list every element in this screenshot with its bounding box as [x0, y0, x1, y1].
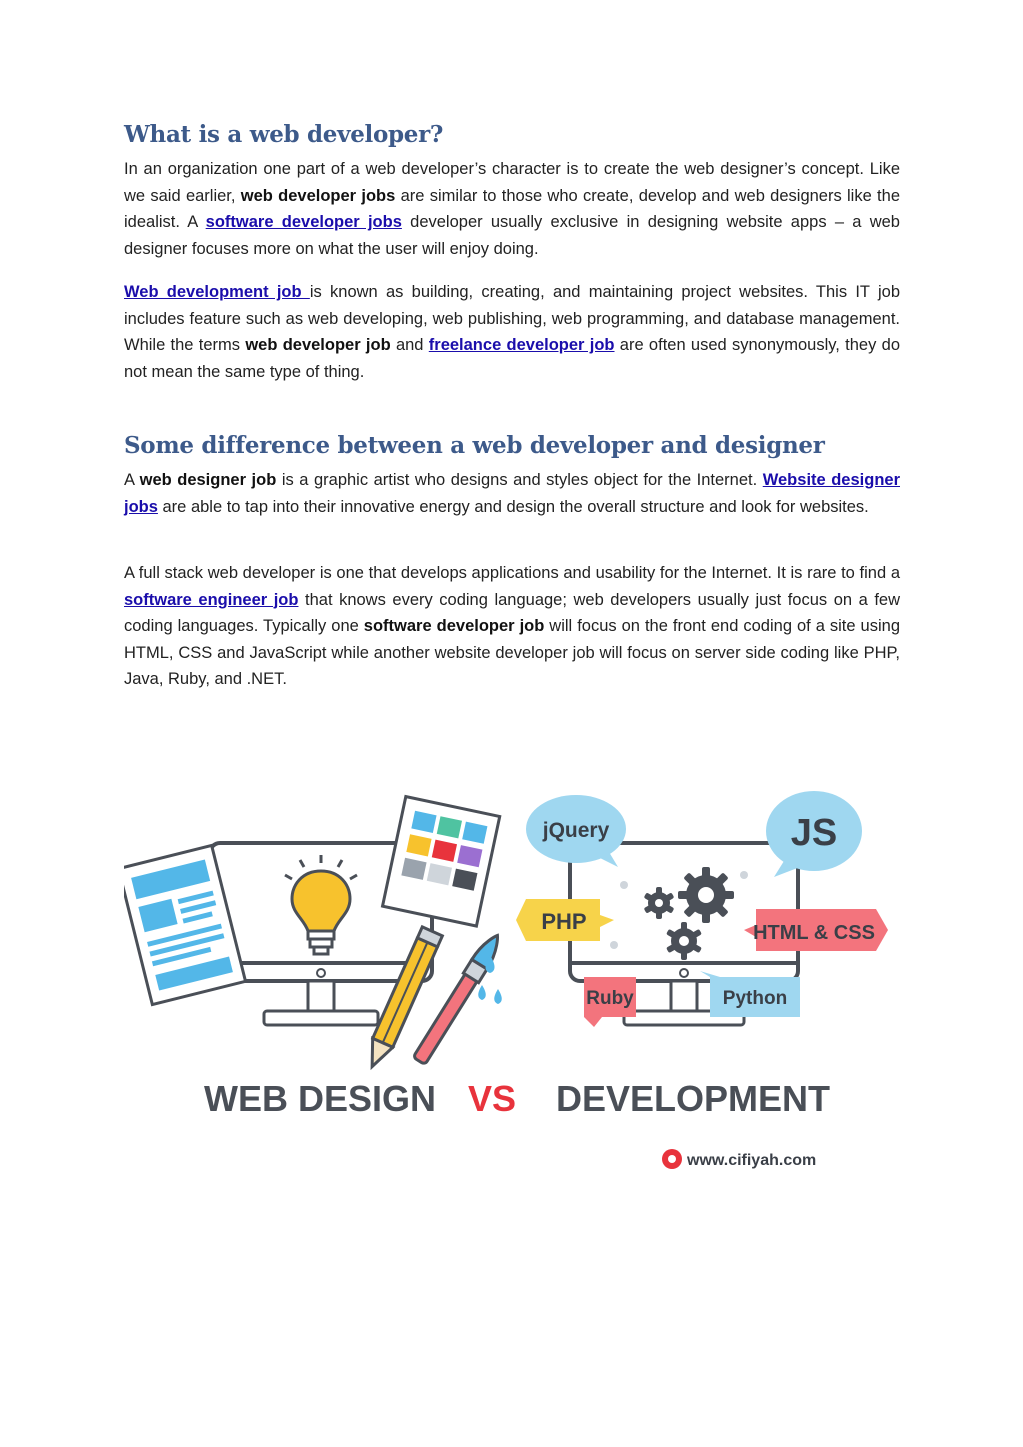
link-web-development-job[interactable]: Web development job: [124, 283, 310, 301]
text-run: developer usually exclusive in designing website apps – a web designer focuses more on what the user will enjoy doing.: [124, 213, 900, 258]
bold-term: software developer job: [363, 617, 545, 635]
bubble-jquery: [526, 795, 626, 867]
section-heading-what-is: What is a web developer?: [124, 121, 444, 148]
text-run: A full stack web developer is one that develops applications and usability for the Internet. It is rare to find a: [124, 564, 900, 582]
text-run: is a graphic artist who designs and styles object for the Internet.: [276, 471, 763, 489]
illustration-svg: [124, 775, 900, 1185]
text-run: are similar to those who create, develop and web designers like the idealist. A: [124, 186, 900, 231]
text-run: will focus on the front end coding of a site using HTML, CSS and JavaScript while another website developer job will focus on server side coding like PHP, Java, Ruby, and .NET.: [124, 617, 900, 688]
text-run: and: [390, 336, 429, 354]
python-label: Python: [722, 988, 788, 1009]
bold-term: web developer job: [245, 336, 391, 354]
js-label: JS: [790, 812, 838, 854]
paragraph-web-designer-job: [124, 467, 900, 520]
article-body: [124, 120, 900, 693]
section-heading-difference: Some difference between a web developer and designer: [124, 432, 825, 459]
text-run: A: [124, 471, 140, 489]
text-run: are able to tap into their innovative energy and design the overall structure and look for websites.: [157, 497, 869, 516]
ruby-label: Ruby: [586, 988, 634, 1009]
paragraph-full-stack: [124, 560, 900, 693]
text-run: that knows every coding language; web developers usually just focus on a few coding languages. Typically one: [124, 590, 900, 635]
title-vs: VS: [468, 1078, 517, 1119]
paragraph-intro: [124, 156, 900, 262]
html-css-label: HTML & CSS: [753, 922, 875, 944]
bubble-html-css: [744, 909, 888, 951]
link-website-designer-jobs[interactable]: Website designer jobs: [124, 471, 900, 516]
link-software-developer-jobs[interactable]: software developer jobs: [205, 213, 402, 231]
title-development: DEVELOPMENT: [556, 1078, 831, 1119]
bubble-python: [700, 971, 800, 1017]
bubble-php: [516, 899, 614, 941]
paragraph-web-development-job: [124, 279, 900, 385]
watermark-url: www.cifiyah.com: [687, 1152, 817, 1169]
title-web-design: WEB DESIGN: [204, 1078, 437, 1119]
link-freelance-developer-job[interactable]: freelance developer job: [428, 336, 615, 354]
text-run: is known as building, creating, and maintaining project websites. This IT job includes feature such as web developing, web publishing, web programming, and database management. While the terms: [124, 283, 900, 354]
text-run: In an organization one part of a web developer’s character is to create the web designer’s concept. Like we said earlier,: [124, 160, 900, 205]
color-palette-icon: [383, 797, 500, 927]
web-design-vs-development-illustration: [124, 775, 900, 1185]
bold-term: web developer jobs: [240, 186, 396, 205]
bold-term: web designer job: [139, 471, 277, 489]
watermark: [662, 1149, 816, 1169]
jquery-label: jQuery: [542, 819, 610, 842]
text-run: are often used synonymously, they do not mean the same type of thing.: [124, 336, 901, 381]
link-software-engineer-job[interactable]: software engineer job: [124, 590, 299, 609]
php-label: PHP: [541, 909, 587, 934]
